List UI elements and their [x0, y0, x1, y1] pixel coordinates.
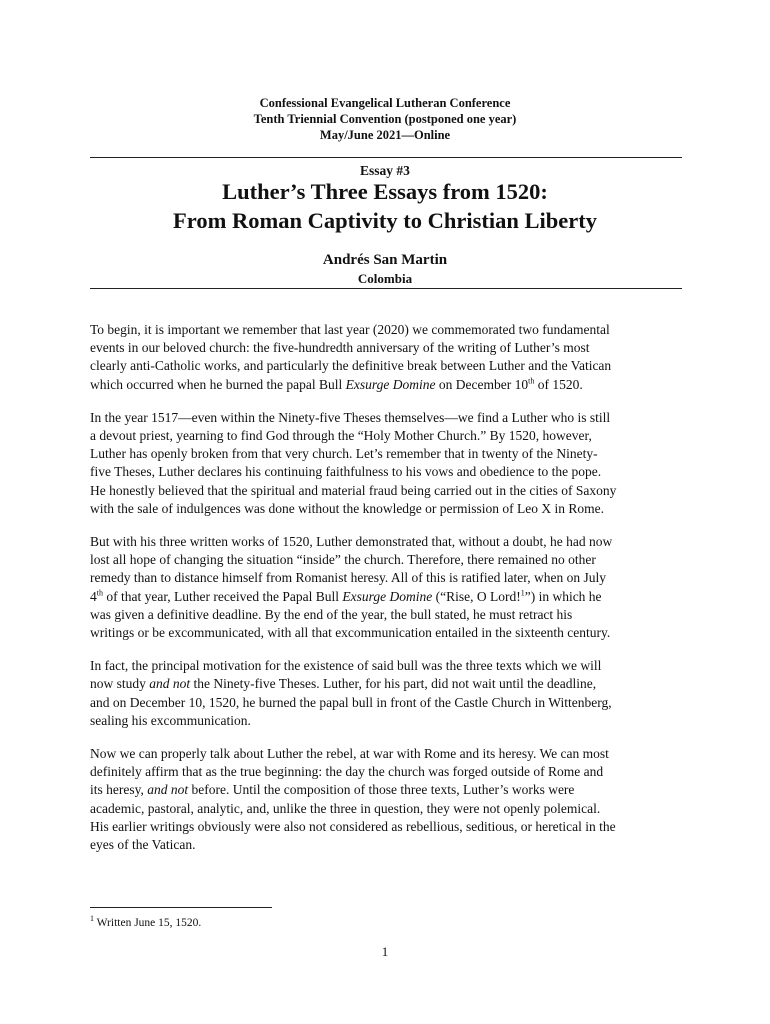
footnote-text: Written June 15, 1520.	[94, 917, 202, 929]
italic-bull-title: Exsurge Domine	[345, 376, 436, 392]
paragraph-2: In the year 1517—even within the Ninety-five Theses themselves—we find a Luther who is still a devout priest, yearning to find God through the “Holy Mother Church.” By 1520, however, Luther has openly broken from that very church. Let’s remember that in twenty of the Ninety- five Theses, Luther declares his continuing faithfulness to his vows and obedience to the pope. He honestly believed that the spiritual and material fraud being carried out in the cities of Saxony with the sale of indulgences was done without the knowledge or permission of Leo X in Rome.	[90, 409, 617, 516]
italic-emphasis: and not	[149, 676, 191, 692]
author-name: Andrés San Martin	[322, 252, 448, 268]
footnote-divider	[90, 907, 272, 908]
footnote-reference[interactable]: 1	[520, 588, 525, 598]
italic-bull-title: Exsurge Domine	[342, 588, 433, 604]
header-rule-top	[90, 157, 682, 158]
paragraph-3: But with his three written works of 1520, Luther demonstrated that, without a doubt, he had now lost all hope of changing the situation “inside” the church. Therefore, there remained no other remedy than to distance himself from Romanist heresy. All of this is ratified later, when on July 4th of that year, Luther received the Papal Bull Exsurge Domine (“Rise, O Lord!$^1$”) in which he was given a definitive deadline. By the end of the year, the bull stated, he must retract his writings or be excommunicated, with all that excommunication entailed in the sixteenth century.	[90, 534, 613, 641]
essay-title-line-2: From Roman Captivity to Christian Liberty	[173, 208, 597, 233]
footnote-marker: 1	[90, 914, 94, 924]
paragraph-4: In fact, the principal motivation for the existence of said bull was the three texts which we will now study and not the Ninety-five Theses. Luther, for his part, did not wait until the deadline, and on December 10, 1520, he burned the papal bull in front of the Castle Church in Wittenberg, sealing his excommunication.	[90, 658, 612, 728]
page-number: 1	[381, 944, 389, 959]
ordinal-superscript: th	[96, 588, 103, 598]
essay-title-line-1: Luther’s Three Essays from 1520:	[222, 179, 548, 204]
essay-number: Essay #3	[360, 163, 410, 178]
ordinal-superscript: th	[528, 376, 535, 386]
author-country: Colombia	[357, 271, 413, 286]
convention-name: Tenth Triennial Convention (postponed one year)	[253, 112, 517, 126]
paragraph-5: Now we can properly talk about Luther the rebel, at war with Rome and its heresy. We can most definitely affirm that as the true beginning: the day the church was forged outside of Rome and its heresy, and not before. Until the composition of those three texts, Luther’s works were academic, pastoral, analytic, and, unlike the three in question, they were not openly polemical. His earlier writings obviously were also not considered as rebellious, seditious, or heretical in the eyes of the Vatican.	[90, 746, 616, 853]
conference-name: Confessional Evangelical Lutheran Conference	[259, 96, 511, 110]
essay-title	[0, 177, 770, 235]
essay-body	[90, 321, 682, 869]
italic-emphasis: and not	[147, 782, 189, 798]
header-rule-bottom	[90, 288, 682, 289]
conference-header	[0, 95, 770, 143]
footnote	[90, 916, 201, 930]
paragraph-1: To begin, it is important we remember that last year (2020) we commemorated two fundamental events in our beloved church: the five-hundredth anniversary of the writing of Luther’s most clearly anti-Catholic works, and particularly the definitive break between Luther and the Vatican which occurred when he burned the papal Bull Exsurge Domine on December 10th of 1520.	[90, 322, 612, 392]
convention-date: May/June 2021—Online	[319, 128, 451, 142]
